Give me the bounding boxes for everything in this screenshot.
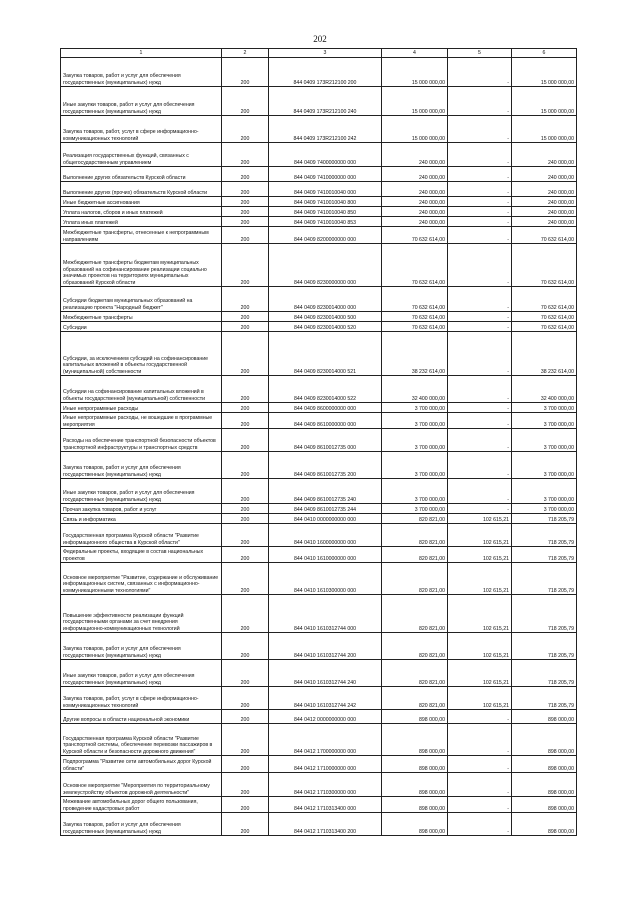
row-remainder: 32 400 000,00 [512, 376, 577, 403]
row-name: Иные непрограммные расходы, не вошедшие в программные мероприятия [61, 413, 222, 429]
row-kbk: 844 0412 1710313400 000 [269, 797, 382, 813]
table-row [61, 197, 577, 207]
row-code: 200 [222, 217, 269, 227]
row-remainder: 240 000,00 [512, 182, 577, 197]
table-row [61, 322, 577, 332]
row-executed: - [448, 207, 512, 217]
row-executed: - [448, 504, 512, 514]
column-header-3: 3 [269, 49, 382, 58]
row-kbk: 844 0409 173R212100 200 [269, 58, 382, 87]
row-remainder: 15 000 000,00 [512, 116, 577, 143]
row-remainder: 240 000,00 [512, 197, 577, 207]
row-approved: 32 400 000,00 [382, 376, 448, 403]
row-kbk: 844 0410 0000000000 000 [269, 514, 382, 524]
row-code: 200 [222, 773, 269, 797]
row-approved: 898 000,00 [382, 797, 448, 813]
row-name: Основное мероприятие "Мероприятия по территориальному землеустройству объектов дорожной деятельности" [61, 773, 222, 797]
row-name: Реализация государственных функций, связанных с общегосударственным управлением [61, 143, 222, 167]
row-approved: 70 632 614,00 [382, 227, 448, 244]
row-name: Иные закупки товаров, работ и услуг для обеспечения государственных (муниципальных) нужд [61, 479, 222, 504]
row-kbk: 844 0410 1610000000 000 [269, 547, 382, 563]
table-row [61, 207, 577, 217]
row-code: 200 [222, 332, 269, 376]
row-executed: - [448, 227, 512, 244]
row-approved: 240 000,00 [382, 143, 448, 167]
row-name: Иные бюджетные ассигнования [61, 197, 222, 207]
header-row [61, 49, 577, 58]
row-executed: 102 615,21 [448, 633, 512, 660]
row-approved: 820 821,00 [382, 524, 448, 547]
row-approved: 3 700 000,00 [382, 479, 448, 504]
row-kbk: 844 0410 1600000000 000 [269, 524, 382, 547]
row-kbk: 844 0410 1610312744 000 [269, 595, 382, 633]
row-name: Закупка товаров, работ и услуг для обеспечения государственных (муниципальных) нужд [61, 813, 222, 836]
row-executed: 102 615,21 [448, 547, 512, 563]
row-name: Выполнение других (прочих) обязательств Курской области [61, 182, 222, 197]
row-approved: 820 821,00 [382, 687, 448, 710]
row-name: Закупка товаров, работ, услуг в сфере информационно-коммуникационных технологий [61, 116, 222, 143]
row-remainder: 15 000 000,00 [512, 87, 577, 116]
row-name: Связь и информатика [61, 514, 222, 524]
row-code: 200 [222, 413, 269, 429]
row-executed: 102 615,21 [448, 595, 512, 633]
row-approved: 240 000,00 [382, 182, 448, 197]
row-code: 200 [222, 116, 269, 143]
row-remainder: 3 700 000,00 [512, 452, 577, 479]
row-name: Субсидии бюджетам муниципальных образований на реализацию проекта "Народный бюджет" [61, 287, 222, 312]
table-row [61, 403, 577, 413]
row-name: Субсидии, за исключением субсидий на софинансирование капитальных вложений в объекты государственной (муниципальной) собственности [61, 332, 222, 376]
row-executed: - [448, 710, 512, 724]
row-kbk: 844 0409 7410010040 800 [269, 197, 382, 207]
row-code: 200 [222, 182, 269, 197]
row-name: Субсидии [61, 322, 222, 332]
row-executed: - [448, 797, 512, 813]
row-executed: - [448, 217, 512, 227]
table-row [61, 87, 577, 116]
row-name: Межевание автомобильных дорог общего пользования, проведение кадастровых работ [61, 797, 222, 813]
row-name: Межбюджетные трансферты [61, 312, 222, 322]
row-code: 200 [222, 479, 269, 504]
row-code: 200 [222, 660, 269, 687]
row-code: 200 [222, 595, 269, 633]
row-kbk: 844 0412 1700000000 000 [269, 724, 382, 756]
row-code: 200 [222, 547, 269, 563]
row-name: Иные закупки товаров, работ и услуг для обеспечения государственных (муниципальных) нужд [61, 87, 222, 116]
row-approved: 240 000,00 [382, 207, 448, 217]
table-row [61, 479, 577, 504]
row-approved: 38 232 614,00 [382, 332, 448, 376]
column-header-4: 4 [382, 49, 448, 58]
row-kbk: 844 0409 8200000000 000 [269, 227, 382, 244]
row-executed: - [448, 143, 512, 167]
column-header-6: 6 [512, 49, 577, 58]
row-name: Федеральные проекты, входящие в состав национальных проектов [61, 547, 222, 563]
row-remainder: 718 205,79 [512, 547, 577, 563]
row-name: Иные закупки товаров, работ и услуг для обеспечения государственных (муниципальных) нужд [61, 660, 222, 687]
row-executed: - [448, 197, 512, 207]
row-name: Государственная программа Курской области "Развитие транспортной системы, обеспечение перевозки пассажиров в Курской области и безопасности дорожного движения" [61, 724, 222, 756]
row-code: 200 [222, 197, 269, 207]
row-remainder: 3 700 000,00 [512, 403, 577, 413]
row-code: 200 [222, 143, 269, 167]
table-row [61, 756, 577, 773]
row-executed: - [448, 87, 512, 116]
row-code: 200 [222, 524, 269, 547]
table-row [61, 687, 577, 710]
row-remainder: 70 632 614,00 [512, 287, 577, 312]
row-name: Другие вопросы в области национальной экономики [61, 710, 222, 724]
row-code: 200 [222, 687, 269, 710]
row-kbk: 844 0409 173R212100 242 [269, 116, 382, 143]
row-remainder: 898 000,00 [512, 756, 577, 773]
table-row [61, 217, 577, 227]
row-name: Закупка товаров, работ и услуг для обеспечения государственных (муниципальных) нужд [61, 58, 222, 87]
row-kbk: 844 0409 7410010040 853 [269, 217, 382, 227]
row-executed: 102 615,21 [448, 514, 512, 524]
budget-table [60, 48, 577, 836]
row-remainder: 898 000,00 [512, 797, 577, 813]
row-approved: 820 821,00 [382, 595, 448, 633]
table-row [61, 116, 577, 143]
row-executed: - [448, 403, 512, 413]
row-kbk: 844 0409 8610000000 000 [269, 413, 382, 429]
row-code: 200 [222, 504, 269, 514]
row-approved: 15 000 000,00 [382, 58, 448, 87]
table-row [61, 143, 577, 167]
table-row [61, 429, 577, 452]
row-code: 200 [222, 724, 269, 756]
row-kbk: 844 0409 8230000000 000 [269, 244, 382, 287]
row-kbk: 844 0410 1610312744 242 [269, 687, 382, 710]
table-row [61, 452, 577, 479]
row-code: 200 [222, 514, 269, 524]
row-kbk: 844 0410 1610312744 240 [269, 660, 382, 687]
row-kbk: 844 0409 7410010040 000 [269, 182, 382, 197]
table-row [61, 413, 577, 429]
row-code: 200 [222, 322, 269, 332]
row-code: 200 [222, 376, 269, 403]
column-header-5: 5 [448, 49, 512, 58]
row-remainder: 718 205,79 [512, 563, 577, 595]
row-approved: 70 632 614,00 [382, 322, 448, 332]
table-row [61, 547, 577, 563]
row-kbk: 844 0409 8610012735 200 [269, 452, 382, 479]
row-code: 200 [222, 403, 269, 413]
row-remainder: 898 000,00 [512, 773, 577, 797]
row-name: Прочая закупка товаров, работ и услуг [61, 504, 222, 514]
row-remainder: 3 700 000,00 [512, 504, 577, 514]
row-remainder: 898 000,00 [512, 710, 577, 724]
row-remainder: 240 000,00 [512, 217, 577, 227]
row-code: 200 [222, 797, 269, 813]
column-header-2: 2 [222, 49, 269, 58]
row-name: Закупка товаров, работ и услуг для обеспечения государственных (муниципальных) нужд [61, 633, 222, 660]
row-name: Государственная программа Курской области "Развитие информационного общества в Курской области" [61, 524, 222, 547]
row-kbk: 844 0409 8600000000 000 [269, 403, 382, 413]
row-approved: 3 700 000,00 [382, 429, 448, 452]
row-approved: 240 000,00 [382, 197, 448, 207]
row-executed: - [448, 312, 512, 322]
row-executed: - [448, 58, 512, 87]
row-approved: 820 821,00 [382, 633, 448, 660]
table-row [61, 563, 577, 595]
row-executed: - [448, 479, 512, 504]
row-approved: 3 700 000,00 [382, 413, 448, 429]
row-approved: 3 700 000,00 [382, 452, 448, 479]
row-code: 200 [222, 207, 269, 217]
row-code: 200 [222, 813, 269, 836]
row-approved: 70 632 614,00 [382, 287, 448, 312]
row-remainder: 15 000 000,00 [512, 58, 577, 87]
table-row [61, 660, 577, 687]
row-kbk: 844 0409 7410010040 850 [269, 207, 382, 217]
row-kbk: 844 0409 8230014000 000 [269, 287, 382, 312]
table-row [61, 332, 577, 376]
row-remainder: 240 000,00 [512, 143, 577, 167]
row-remainder: 3 700 000,00 [512, 413, 577, 429]
row-executed: - [448, 332, 512, 376]
row-code: 200 [222, 429, 269, 452]
row-executed: - [448, 813, 512, 836]
row-executed: - [448, 116, 512, 143]
row-approved: 3 700 000,00 [382, 403, 448, 413]
row-name: Основное мероприятие "Развитие, содержание и обслуживание информационных систем, связанных с информационно-коммуникационными технологиями" [61, 563, 222, 595]
row-executed: - [448, 724, 512, 756]
row-name: Субсидии на софинансирование капитальных вложений в объекты государственной (муниципальной) собственности [61, 376, 222, 403]
row-name: Повышение эффективности реализации функций государственными органами за счет внедрения информационно-коммуникационных технологий [61, 595, 222, 633]
row-approved: 70 632 614,00 [382, 312, 448, 322]
column-header-1: 1 [61, 49, 222, 58]
row-code: 200 [222, 58, 269, 87]
row-remainder: 240 000,00 [512, 207, 577, 217]
table-row [61, 813, 577, 836]
row-remainder: 3 700 000,00 [512, 429, 577, 452]
row-remainder: 718 205,79 [512, 595, 577, 633]
row-kbk: 844 0409 8230014000 520 [269, 322, 382, 332]
table-body [61, 58, 577, 836]
row-kbk: 844 0412 0000000000 000 [269, 710, 382, 724]
row-approved: 898 000,00 [382, 813, 448, 836]
table-row [61, 244, 577, 287]
row-name: Выполнение других обязательств Курской области [61, 167, 222, 182]
row-code: 200 [222, 87, 269, 116]
row-approved: 240 000,00 [382, 167, 448, 182]
row-name: Подпрограмма "Развитие сети автомобильных дорог Курской области" [61, 756, 222, 773]
row-executed: - [448, 376, 512, 403]
row-executed: - [448, 452, 512, 479]
row-code: 200 [222, 452, 269, 479]
table-row [61, 287, 577, 312]
row-code: 200 [222, 710, 269, 724]
row-kbk: 844 0409 8610012735 244 [269, 504, 382, 514]
row-executed: - [448, 429, 512, 452]
row-kbk: 844 0409 8230014000 522 [269, 376, 382, 403]
row-executed: 102 615,21 [448, 524, 512, 547]
row-approved: 898 000,00 [382, 710, 448, 724]
row-approved: 820 821,00 [382, 660, 448, 687]
row-remainder: 38 232 614,00 [512, 332, 577, 376]
row-code: 200 [222, 563, 269, 595]
row-executed: - [448, 773, 512, 797]
row-name: Межбюджетные трансферты бюджетам муниципальных образований на софинансирование реализации социально значимых проектов на территориях муниципальных образований Курской области [61, 244, 222, 287]
row-executed: - [448, 182, 512, 197]
row-remainder: 70 632 614,00 [512, 227, 577, 244]
table-row [61, 167, 577, 182]
row-approved: 3 700 000,00 [382, 504, 448, 514]
row-remainder: 898 000,00 [512, 724, 577, 756]
row-name: Уплата налогов, сборов и иных платежей [61, 207, 222, 217]
row-approved: 898 000,00 [382, 773, 448, 797]
row-kbk: 844 0410 1610300000 000 [269, 563, 382, 595]
row-remainder: 718 205,79 [512, 524, 577, 547]
page-number: 202 [313, 34, 327, 44]
row-name: Расходы на обеспечение транспортной безопасности объектов транспортной инфраструктуры и транспортных средств [61, 429, 222, 452]
row-executed: - [448, 167, 512, 182]
row-name: Закупка товаров, работ, услуг в сфере информационно-коммуникационных технологий [61, 687, 222, 710]
row-name: Иные непрограммные расходы [61, 403, 222, 413]
row-remainder: 70 632 614,00 [512, 322, 577, 332]
row-code: 200 [222, 167, 269, 182]
row-executed: - [448, 413, 512, 429]
row-code: 200 [222, 633, 269, 660]
table-row [61, 524, 577, 547]
row-code: 200 [222, 756, 269, 773]
table-row [61, 710, 577, 724]
table-row [61, 376, 577, 403]
row-executed: - [448, 756, 512, 773]
table-row [61, 633, 577, 660]
table-row [61, 58, 577, 87]
row-kbk: 844 0409 8610012735 000 [269, 429, 382, 452]
row-name: Уплата иных платежей [61, 217, 222, 227]
row-approved: 898 000,00 [382, 724, 448, 756]
table-row [61, 312, 577, 322]
row-remainder: 240 000,00 [512, 167, 577, 182]
row-approved: 70 632 614,00 [382, 244, 448, 287]
row-code: 200 [222, 227, 269, 244]
row-remainder: 898 000,00 [512, 813, 577, 836]
row-remainder: 718 205,79 [512, 633, 577, 660]
row-remainder: 718 205,79 [512, 660, 577, 687]
row-remainder: 718 205,79 [512, 514, 577, 524]
row-kbk: 844 0409 8230014000 500 [269, 312, 382, 322]
row-approved: 15 000 000,00 [382, 87, 448, 116]
row-kbk: 844 0409 173R212100 240 [269, 87, 382, 116]
table-row [61, 797, 577, 813]
row-approved: 820 821,00 [382, 547, 448, 563]
table-row [61, 504, 577, 514]
row-name: Межбюджетные трансферты, отнесенные к непрограммным направлениям [61, 227, 222, 244]
row-kbk: 844 0409 7410000000 000 [269, 167, 382, 182]
row-executed: 102 615,21 [448, 660, 512, 687]
row-executed: - [448, 322, 512, 332]
row-remainder: 70 632 614,00 [512, 312, 577, 322]
row-remainder: 70 632 614,00 [512, 244, 577, 287]
table-row [61, 182, 577, 197]
row-approved: 898 000,00 [382, 756, 448, 773]
table-row [61, 595, 577, 633]
row-kbk: 844 0409 8230014000 521 [269, 332, 382, 376]
row-kbk: 844 0410 1610312744 200 [269, 633, 382, 660]
row-executed: 102 615,21 [448, 687, 512, 710]
row-executed: - [448, 287, 512, 312]
row-approved: 820 821,00 [382, 514, 448, 524]
table-row [61, 514, 577, 524]
table-row [61, 227, 577, 244]
row-code: 200 [222, 287, 269, 312]
row-kbk: 844 0409 7400000000 000 [269, 143, 382, 167]
row-kbk: 844 0409 8610012735 240 [269, 479, 382, 504]
row-approved: 820 821,00 [382, 563, 448, 595]
row-kbk: 844 0412 1710300000 000 [269, 773, 382, 797]
row-code: 200 [222, 244, 269, 287]
row-remainder: 3 700 000,00 [512, 479, 577, 504]
row-remainder: 718 205,79 [512, 687, 577, 710]
table-row [61, 724, 577, 756]
row-name: Закупка товаров, работ и услуг для обеспечения государственных (муниципальных) нужд [61, 452, 222, 479]
row-code: 200 [222, 312, 269, 322]
row-executed: - [448, 244, 512, 287]
table-row [61, 773, 577, 797]
row-approved: 240 000,00 [382, 217, 448, 227]
row-approved: 15 000 000,00 [382, 116, 448, 143]
row-kbk: 844 0412 1710000000 000 [269, 756, 382, 773]
row-executed: 102 615,21 [448, 563, 512, 595]
row-kbk: 844 0412 1710313400 200 [269, 813, 382, 836]
